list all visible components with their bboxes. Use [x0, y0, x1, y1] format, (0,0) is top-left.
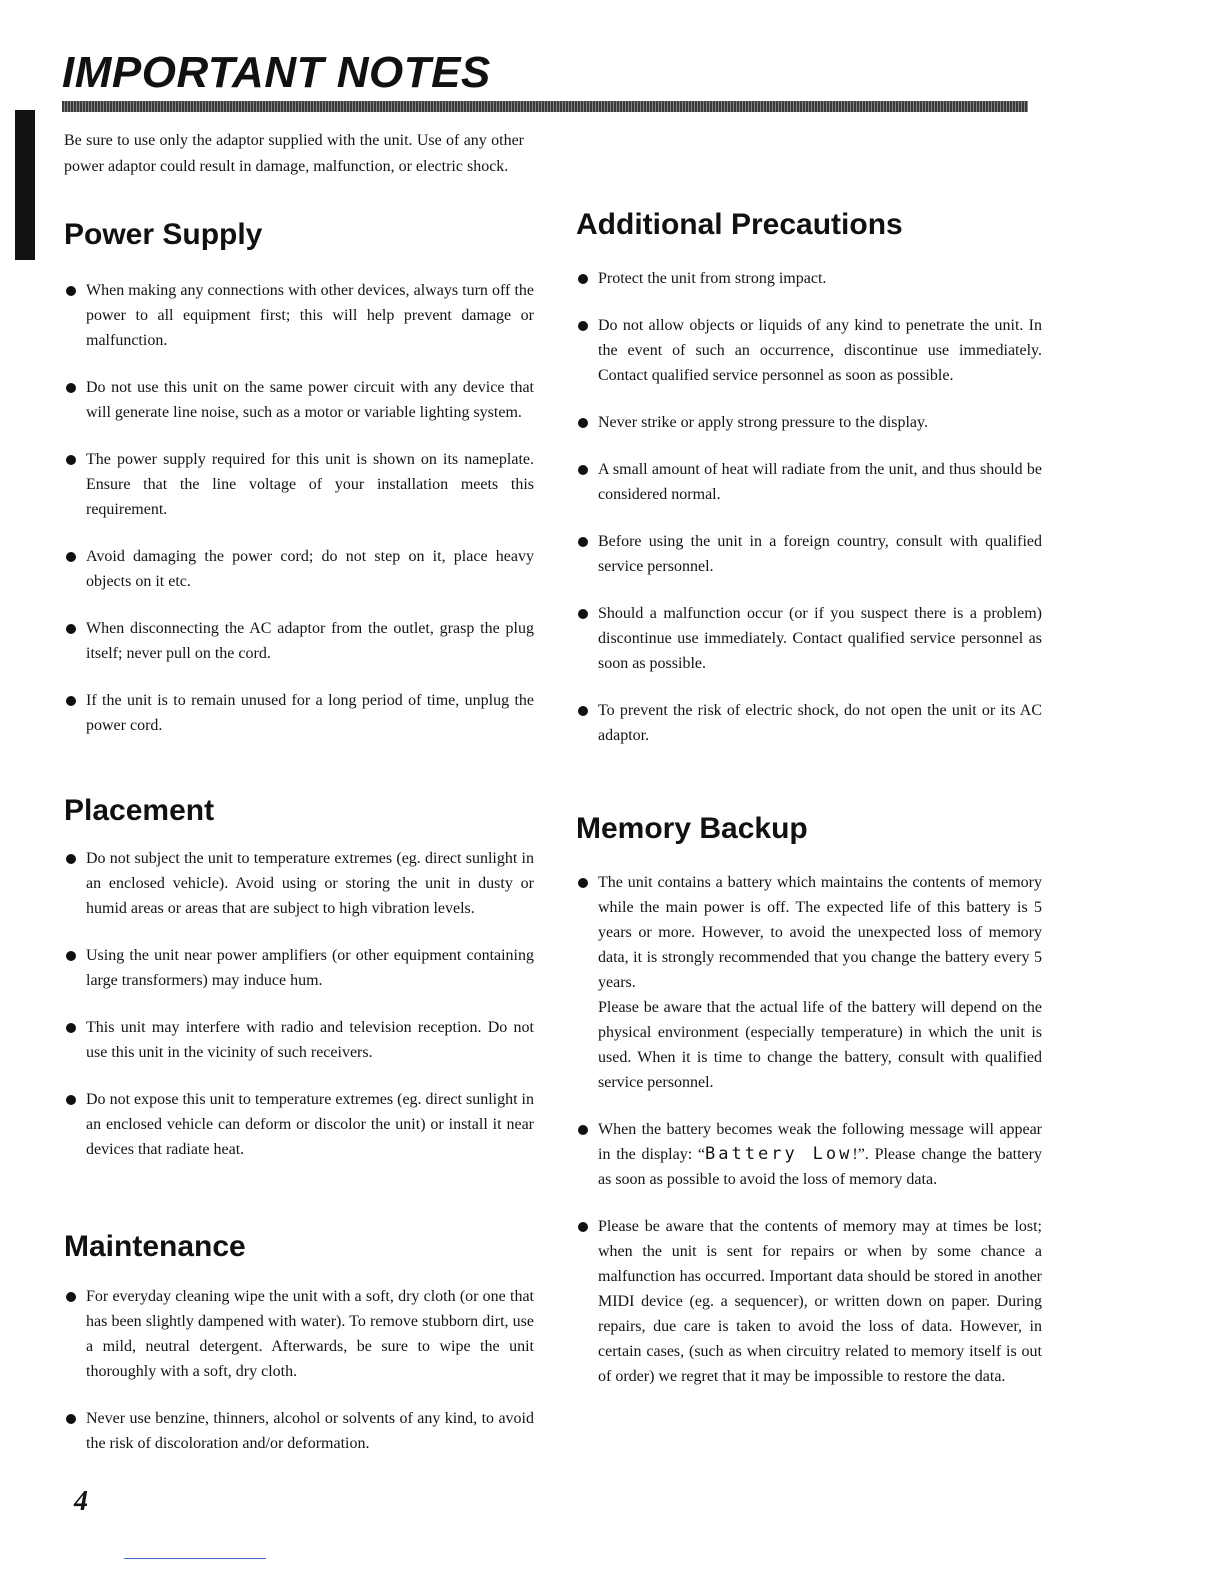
list-item: This unit may interfere with radio and television reception. Do not use this unit in the vicinity of such receivers. — [64, 1015, 534, 1065]
section-tab-marker — [15, 110, 35, 260]
list-item: Using the unit near power amplifiers (or other equipment containing large transformers) may induce hum. — [64, 943, 534, 993]
list-item: Please be aware that the contents of memory may at times be lost; when the unit is sent for repairs or when by some chance a malfunction has occurred. Important data should be stored in another MIDI device (eg. a sequencer), or written down on paper. During repairs, due care is taken to avoid the loss of data. However, in certain cases, (such as when circuitry related to memory itself is out of order) we regret that it may be impossible to restore the data. — [576, 1214, 1042, 1389]
list-item: When disconnecting the AC adaptor from the outlet, grasp the plug itself; never pull on the cord. — [64, 616, 534, 666]
list-item: Do not allow objects or liquids of any kind to penetrate the unit. In the event of such an occurrence, discontinue use immediately. Contact qualified service personnel as soon as possible. — [576, 313, 1042, 388]
additional-precautions-section — [576, 208, 1042, 748]
list-item: Do not expose this unit to temperature extremes (eg. direct sunlight in an enclosed vehicle can deform or discolor the unit) or install it near devices that radiate heat. — [64, 1087, 534, 1162]
list-item: For everyday cleaning wipe the unit with a soft, dry cloth (or one that has been slightly dampened with water). To remove stubborn dirt, use a mild, neutral detergent. Afterwards, be sure to wipe the unit thoroughly with a soft, dry cloth. — [64, 1284, 534, 1384]
maintenance-section — [64, 1230, 534, 1456]
additional-precautions-heading: Additional Precautions — [576, 208, 903, 241]
list-item: Protect the unit from strong impact. — [576, 266, 1042, 291]
memory-backup-section — [576, 812, 1042, 1389]
list-item — [576, 870, 1042, 1095]
list-item: If the unit is to remain unused for a long period of time, unplug the power cord. — [64, 688, 534, 738]
placement-section — [64, 794, 534, 1162]
power-supply-heading: Power Supply — [64, 218, 263, 251]
list-item: Should a malfunction occur (or if you suspect there is a problem) discontinue use immediately. Contact qualified service personnel as soon as possible. — [576, 601, 1042, 676]
placement-list — [64, 846, 534, 1162]
list-item: When making any connections with other devices, always turn off the power to all equipment first; this will help prevent damage or malfunction. — [64, 278, 534, 353]
list-item: Avoid damaging the power cord; do not step on it, place heavy objects on it etc. — [64, 544, 534, 594]
placement-heading: Placement — [64, 794, 215, 827]
list-item: Never use benzine, thinners, alcohol or solvents of any kind, to avoid the risk of discoloration and/or deformation. — [64, 1406, 534, 1456]
title-rule — [62, 101, 1028, 112]
battery-low-display-text: Battery Low — [705, 1144, 853, 1164]
list-item: A small amount of heat will radiate from the unit, and thus should be considered normal. — [576, 457, 1042, 507]
memory-backup-item1-p1: The unit contains a battery which maintains the contents of memory while the main power is off. The expected life of this battery is 5 years or more. However, to avoid the unexpected loss of memory data, it is strongly recommended that you change the battery every 5 years. — [598, 874, 1042, 991]
page-title: IMPORTANT NOTES — [62, 48, 491, 97]
power-supply-section — [64, 218, 534, 738]
memory-backup-list — [576, 870, 1042, 1389]
power-supply-list — [64, 278, 534, 738]
list-item — [576, 1117, 1042, 1192]
list-item: Before using the unit in a foreign country, consult with qualified service personnel. — [576, 529, 1042, 579]
list-item: Do not subject the unit to temperature extremes (eg. direct sunlight in an enclosed vehicle). Avoid using or storing the unit in dusty or humid areas or areas that are subject to high vibration levels. — [64, 846, 534, 921]
memory-backup-heading: Memory Backup — [576, 812, 808, 845]
memory-backup-item1-p2: Please be aware that the actual life of the battery will depend on the physical environment (especially temperature) in which the unit is used. When it is time to change the battery, consult with qualified service personnel. — [598, 999, 1042, 1091]
maintenance-list — [64, 1284, 534, 1456]
intro-text: Be sure to use only the adaptor supplied with the unit. Use of any other power adaptor could result in damage, malfunction, or electric shock. — [64, 132, 524, 175]
list-item: Do not use this unit on the same power circuit with any device that will generate line noise, such as a motor or variable lighting system. — [64, 375, 534, 425]
page-number: 4 — [74, 1486, 88, 1517]
list-item: To prevent the risk of electric shock, do not open the unit or its AC adaptor. — [576, 698, 1042, 748]
maintenance-heading: Maintenance — [64, 1230, 246, 1263]
battery-message-before: When the battery becomes weak the following message will appear in the display: “ — [598, 1121, 1042, 1163]
footer-line — [124, 1558, 266, 1559]
list-item: Never strike or apply strong pressure to the display. — [576, 410, 1042, 435]
battery-message-after: !”. Please change the battery as soon as possible to avoid the loss of memory data. — [598, 1146, 1042, 1188]
additional-precautions-list — [576, 266, 1042, 748]
list-item: The power supply required for this unit is shown on its nameplate. Ensure that the line voltage of your installation meets this requirement. — [64, 447, 534, 522]
